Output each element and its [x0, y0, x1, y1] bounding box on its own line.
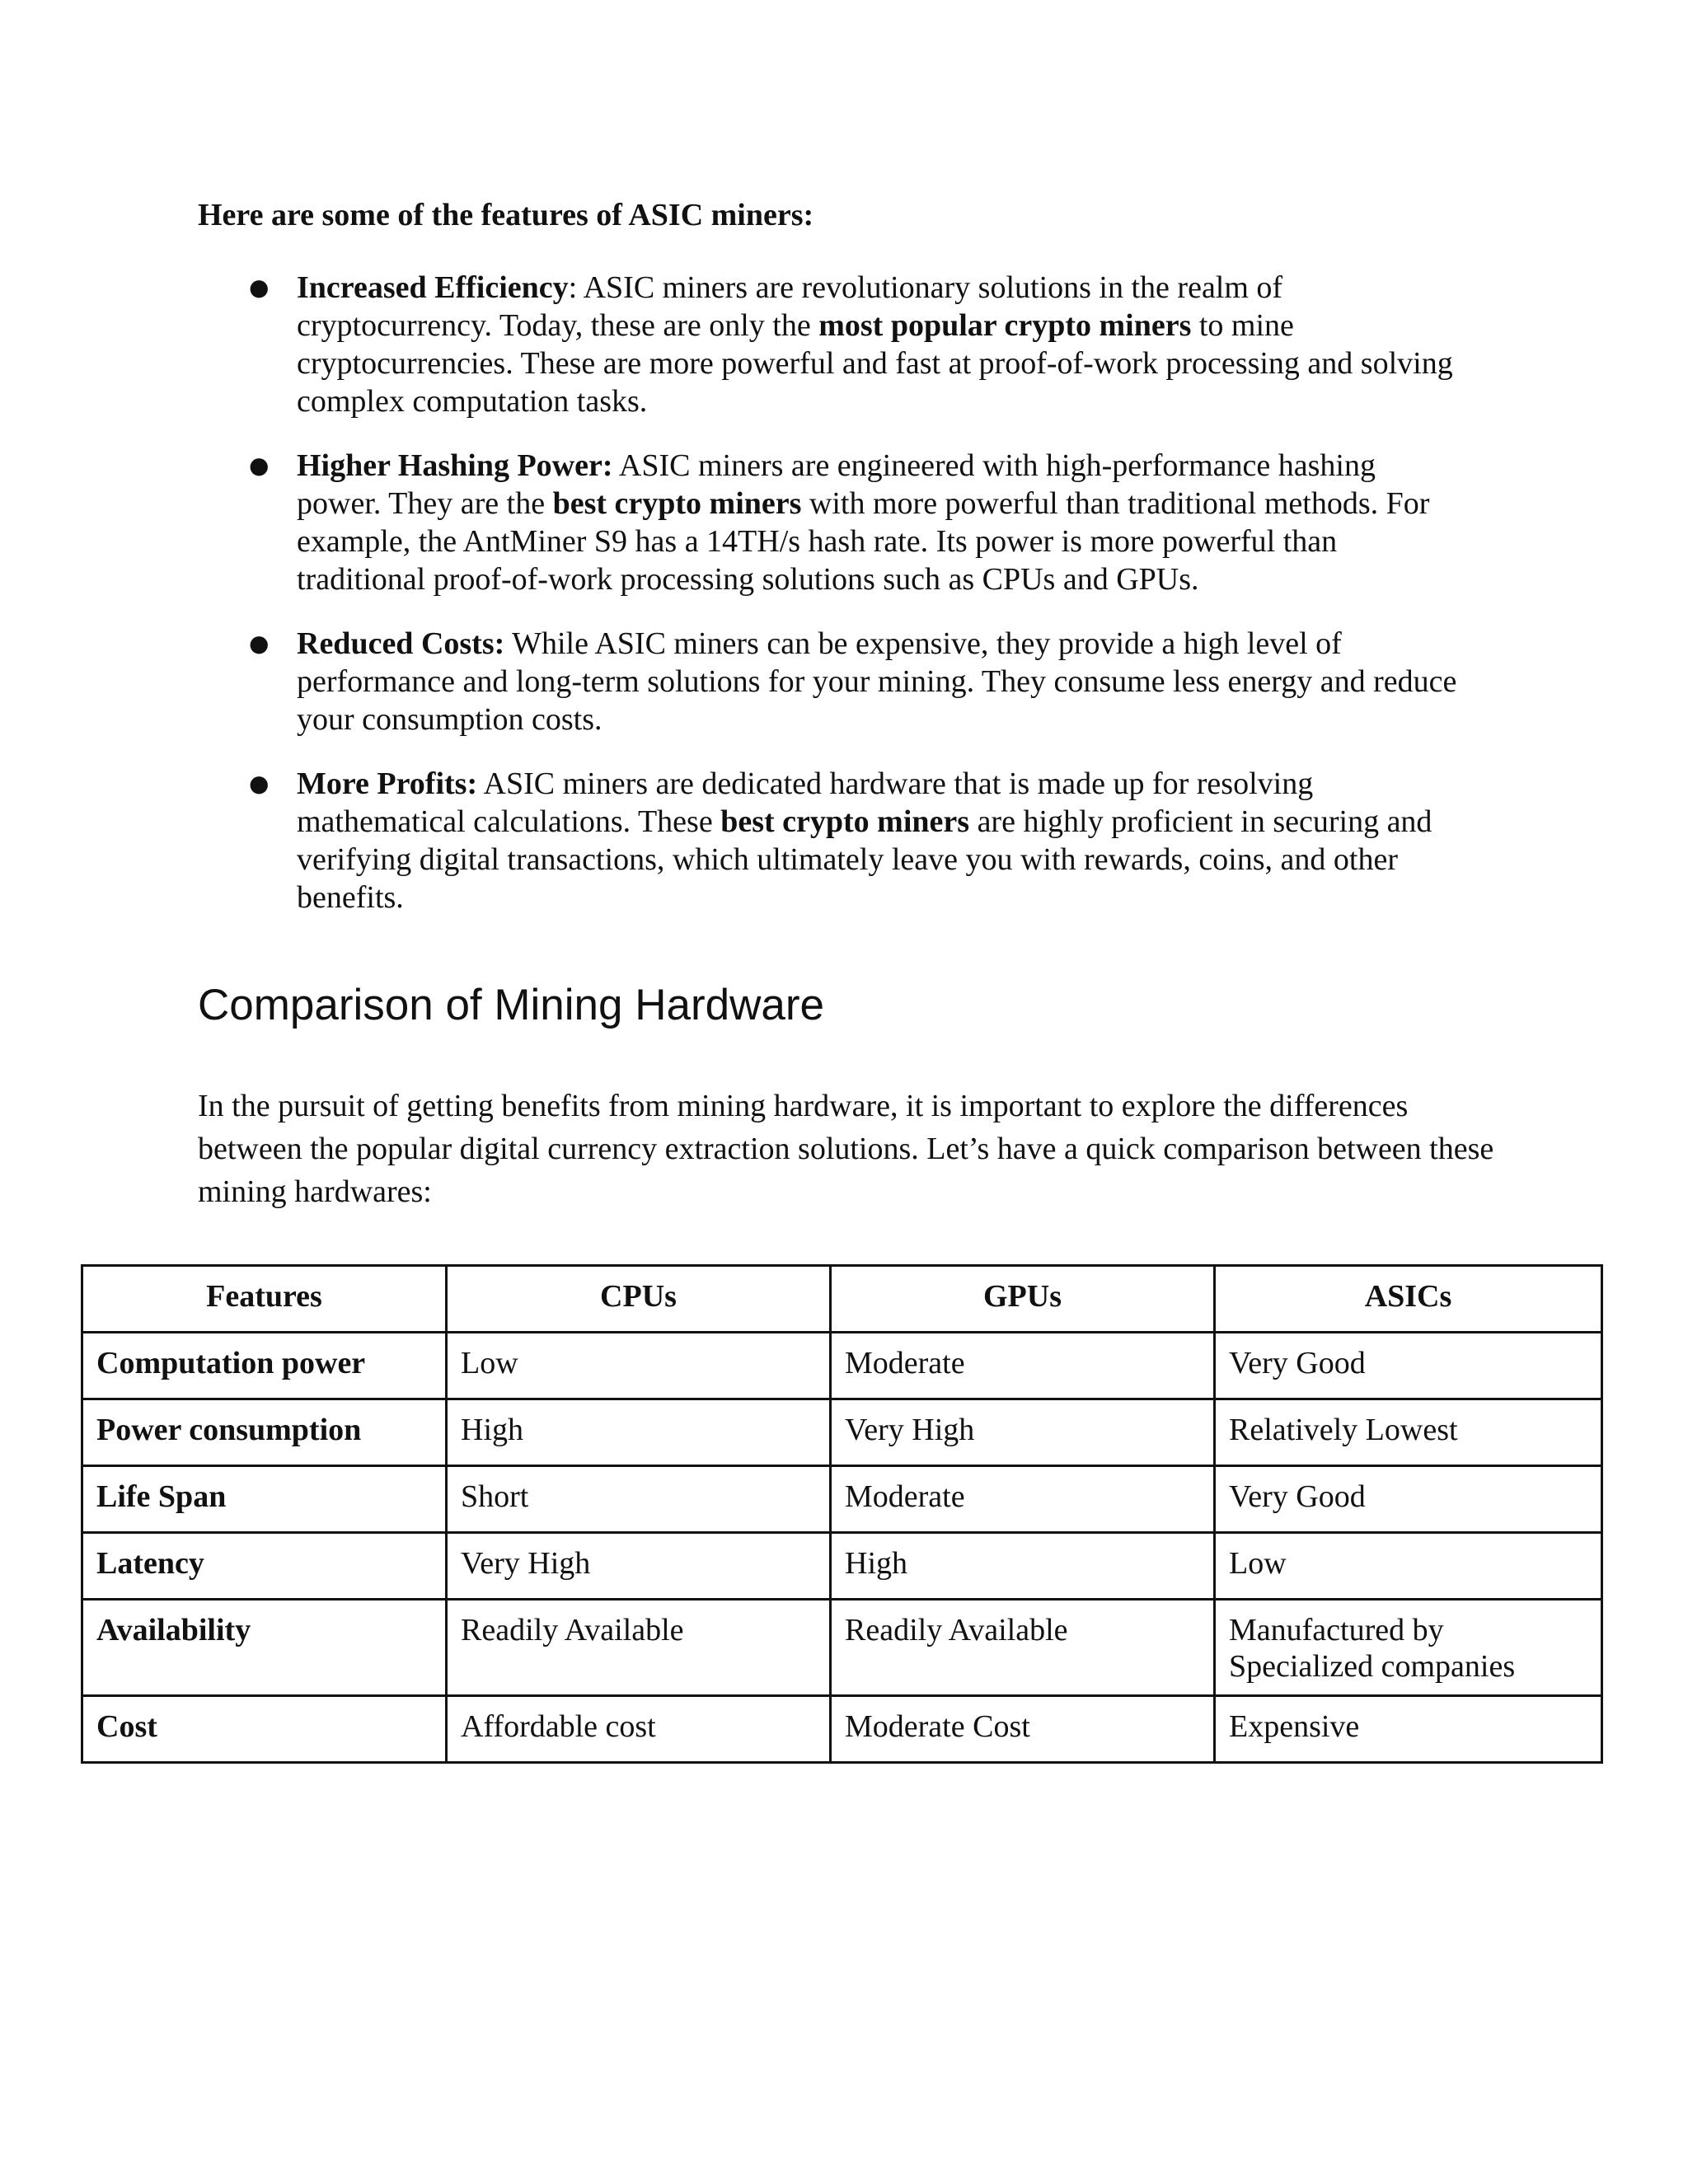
column-header-features: Features	[82, 1266, 447, 1333]
feature-text: Higher Hashing Power: ASIC miners are engineered with high-performance hashing power. They are the best crypto miners with more powerful than traditional methods. For example, the AntMiner S9 has a 14TH/s hash rate. Its power is more powerful than traditional proof-of-work processing solutions such as CPUs and GPUs.	[297, 448, 1430, 597]
emphasis: best crypto miners	[552, 486, 802, 521]
bullet-icon: ●	[249, 452, 270, 479]
bullet-icon: ●	[249, 630, 270, 657]
table-row	[82, 1333, 1602, 1399]
bullet-icon: ●	[249, 274, 270, 301]
asics-cell: Low	[1215, 1533, 1602, 1600]
table-row	[82, 1533, 1602, 1600]
asics-cell: Very Good	[1215, 1466, 1602, 1533]
comparison-intro-paragraph: In the pursuit of getting benefits from mining hardware, it is important to explore the differences between the popular digital currency extraction solutions. Let’s have a quick comparison between these mining hardwares:	[198, 1089, 1494, 1209]
emphasis: most popular crypto miners	[818, 308, 1192, 343]
feature-item-increased-efficiency	[198, 269, 1467, 420]
comparison-table	[81, 1264, 1603, 1764]
cpus-cell: Low	[447, 1333, 831, 1399]
cpus-cell: Readily Available	[447, 1600, 831, 1696]
cpus-cell: Very High	[447, 1533, 831, 1600]
asics-cell: Expensive	[1215, 1696, 1602, 1763]
row-label: Cost	[82, 1696, 447, 1763]
row-label: Power consumption	[82, 1399, 447, 1466]
cpus-cell: Affordable cost	[447, 1696, 831, 1763]
row-label: Latency	[82, 1533, 447, 1600]
row-label: Computation power	[82, 1333, 447, 1399]
column-header-gpus: GPUs	[831, 1266, 1215, 1333]
table-row	[82, 1466, 1602, 1533]
feature-item-higher-hashing-power	[198, 447, 1467, 598]
feature-item-more-profits	[198, 765, 1467, 916]
gpus-cell: Very High	[831, 1399, 1215, 1466]
cpus-cell: High	[447, 1399, 831, 1466]
asics-cell: Relatively Lowest	[1215, 1399, 1602, 1466]
feature-title: Increased Efficiency	[297, 270, 569, 305]
feature-item-reduced-costs	[198, 625, 1467, 738]
comparison-section-heading: Comparison of Mining Hardware	[198, 981, 824, 1029]
table-row	[82, 1600, 1602, 1696]
feature-title: Higher Hashing Power:	[297, 448, 613, 483]
feature-title: More Profits:	[297, 766, 478, 801]
emphasis: best crypto miners	[720, 804, 970, 839]
bullet-icon: ●	[249, 770, 270, 797]
table-row	[82, 1399, 1602, 1466]
gpus-cell: Readily Available	[831, 1600, 1215, 1696]
column-header-asics: ASICs	[1215, 1266, 1602, 1333]
asics-cell: Manufactured by Specialized companies	[1215, 1600, 1602, 1696]
feature-text: Increased Efficiency: ASIC miners are revolutionary solutions in the realm of cryptocurrency. Today, these are only the most popular crypto miners to mine cryptocurrencies. These are more powerful and fast at proof-of-work processing and solving complex computation tasks.	[297, 270, 1453, 419]
table-header-row	[82, 1266, 1602, 1333]
asics-cell: Very Good	[1215, 1333, 1602, 1399]
feature-list	[198, 269, 1467, 943]
row-label: Life Span	[82, 1466, 447, 1533]
cpus-cell: Short	[447, 1466, 831, 1533]
feature-text: Reduced Costs: While ASIC miners can be expensive, they provide a high level of performance and long-term solutions for your mining. They consume less energy and reduce your consumption costs.	[297, 626, 1457, 737]
gpus-cell: Moderate	[831, 1466, 1215, 1533]
gpus-cell: High	[831, 1533, 1215, 1600]
gpus-cell: Moderate Cost	[831, 1696, 1215, 1763]
feature-text: More Profits: ASIC miners are dedicated hardware that is made up for resolving mathematical calculations. These best crypto miners are highly proficient in securing and verifying digital transactions, which ultimately leave you with rewards, coins, and other benefits.	[297, 766, 1432, 915]
row-label: Availability	[82, 1600, 447, 1696]
column-header-cpus: CPUs	[447, 1266, 831, 1333]
gpus-cell: Moderate	[831, 1333, 1215, 1399]
table-row	[82, 1696, 1602, 1763]
feature-title: Reduced Costs:	[297, 626, 505, 661]
features-intro-heading: Here are some of the features of ASIC miners:	[198, 198, 814, 232]
